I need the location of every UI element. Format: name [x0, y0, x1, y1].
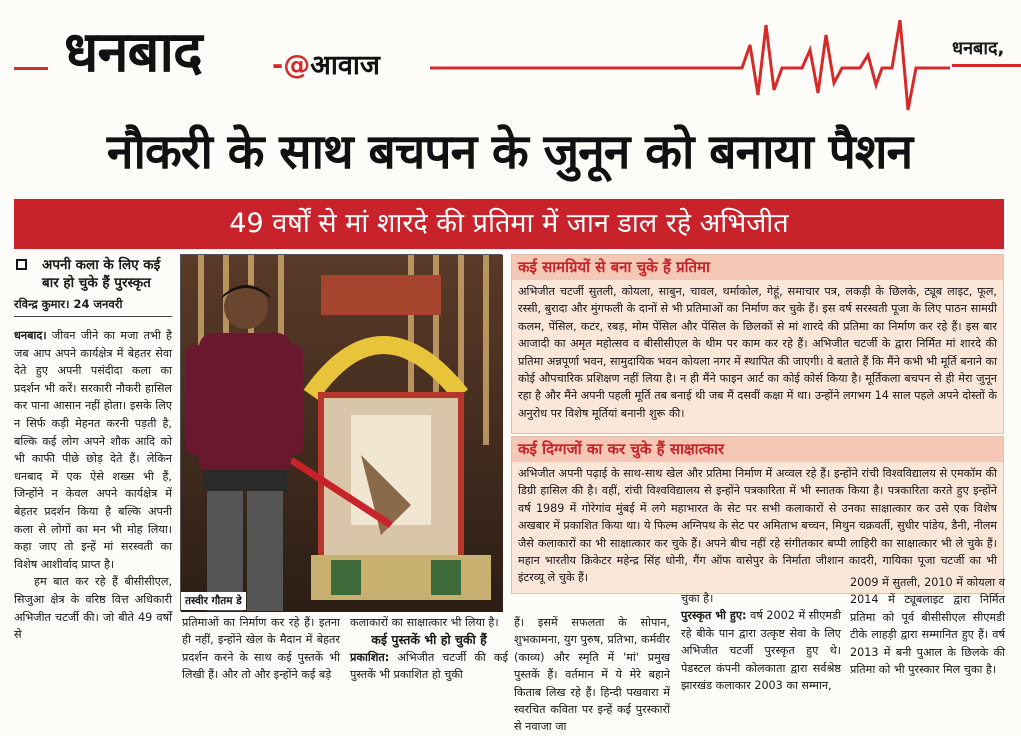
column-4: हैं। इसमें सफलता के सोपान, शुभकामना, युग पुरुष, प्रतिभा, कर्मवीर (काव्य) और स्मृति में 'मां' प्रमुख पुस्तकें हैं। वर्तमान में ये मेरे बहाने किताब लिख रहे हैं। हिन्दी पखवारा में स्वरचित कविता पर इन्हें कई पुरस्कारों से नवाजा जा — [514, 616, 670, 734]
column-5-text-a: चुका है। — [681, 592, 714, 605]
column-3-lead: प्रकाशित: — [350, 650, 390, 664]
kicker-text: अपनी कला के लिए कई बार हो चुके हैं पुरस्कृत — [42, 257, 161, 291]
paragraph-2: हम बात कर रहे हैं बीसीसीएल, सिजुआ क्षेत्र के वरिष्ठ वित्त अधिकारी अभिजीत चटर्जी की। जो बीते 49 वर्षों से — [14, 575, 172, 642]
column-2: प्रतिमाओं का निर्माण कर रहे हैं। इतना ही नहीं, इन्होंने खेल के मैदान में बेहतर प्रदर्शन करने के साथ कई पुस्तकें भी लिखी हैं। और तो और इन्होंने कई बड़े — [182, 616, 340, 682]
kicker — [14, 256, 172, 292]
column-3 — [350, 614, 508, 709]
paragraph-1: जीवन जीने का मजा तभी है जब आप अपने कार्यक्षेत्र में बेहतर सेवा देते हुए अपनी पसंदीदा कला का प्रदर्शन भी करें। सरकारी नौकरी हासिल कर पाना आसान नहीं होता। इसके लिए न सिर्फ कड़ी मेहनत करनी पड़ती है, बल्कि कई लोग अपने शौक आदि को भी काफी पीछे छोड़ देते हैं। लेकिन धनबाद में एक ऐसे शख्स भी हैं, जिन्होंने न केवल अपने कार्यक्षेत्र में बेहतर प्रदर्शन किया है बल्कि अपनी कला से लोगों का मन भी मोह लिया। कहा जाए तो इन्हें मां सरस्वती का विशेष आशीर्वाद प्राप्त है। — [14, 329, 172, 571]
photo-credit: तस्वीर गौतम डे — [181, 592, 246, 610]
info-box-materials-body: अभिजीत चटर्जी सुतली, कोयला, साबुन, चावल, थर्माकोल, गेहूं, समाचार पत्र, लकड़ी के छिलके, ट्यूब लाइट, फूल, रस्सी, बुरादा और मुंगफली के दानों से भी प्रतिमाओं का निर्माण कर चुके हैं। इस वर्ष सरस्वती पूजा के लिए पाठन सामग्री कलम, पेंसिल, कटर, रबड़, मोम पेंसिल और पेंसिल के छिलकों से मां शारदे की प्रतिमा का निर्माण कर रहे हैं। इस बार आजादी का अमृत महोत्सव व बीसीसीएल के थीम पर काम कर रहे हैं। अभिजीत चटर्जी के द्वारा निर्मित मां शारदे की प्रतिमा अन्नपूर्णा भवन, सामुदायिक भवन कोयला नगर में स्थापित की जाएगी। वे बताते हैं कि मैंने कभी भी मूर्ति बनाने का कोई औपचारिक प्रशिक्षण नहीं लिया है। न ही मैंने फाइन आर्ट का कोई कोर्स किया है। मूर्तिकला बचपन से ही मेरा जुनून रहा है और मैंने अपनी पहली मूर्ति तब बनाई थी जब मैं दसवीं कक्षा में था। उन्होंने लगभग 14 साल पहले अपने दोस्तों के अनुरोध पर विशेष मूर्तियां बनानी शुरू की। — [518, 285, 997, 420]
column-6: 2009 में सुतली, 2010 में कोयला व 2014 में ट्यूबलाइट द्वारा निर्मित प्रतिमा को पूर्व बीसीसीएल सीएमडी टीके लाहड़ी द्वारा सम्मानित हुए हैं। वर्ष 2013 में बनी पुआल के छिलके की प्रतिमा को भी पुरस्कार मिल चुका है। — [850, 576, 1005, 677]
info-box-materials-title: कई सामग्रियों से बना चुके हैं प्रतिमा — [512, 255, 1003, 280]
masthead-dash — [14, 67, 48, 70]
city-title: धनबाद — [64, 20, 202, 85]
sub-headline: 49 वर्षों से मां शारदे की प्रतिमा में जान डाल रहे अभिजीत — [14, 199, 1004, 249]
sidebar-column — [14, 256, 172, 706]
info-box-interviews-body: अभिजीत अपनी पढ़ाई के साथ-साथ खेल और प्रतिमा निर्माण में अव्वल रहे हैं। इन्होंने रांची विश्वविद्यालय से एमकॉम की डिग्री हासिल की है। वहीं, रांची विश्वविद्यालय से इन्होंने पत्रकारिता में भी स्नातक किया है। पत्रकारिता करते हुए इन्होंने वर्ष 1989 में गोरेगांव मुंबई में लगे महाभारत के सेट पर सभी कलाकारों से उनका साक्षात्कार कर उसे एक विशेष अखबार में प्रकाशित किया था। ये फिल्म अग्निपथ के सेट पर अमिताभ बच्चन, मिथुन चक्रवर्ती, सुधीर पांडेय, डैनी, नीलम जैसे कलाकारों का भी साक्षात्कार कर चुके हैं। अपने बीच नहीं रहे संगीतकार बप्पी लाहिरी का साक्षात्कार भी ले चुके हैं। महान भारतीय क्रिकेटर महेन्द्र सिंह धोनी, गैंग ऑफ वासेपुर के निर्माता जीशान कादरी, गायिका पूजा चटर्जी का भी इंटरव्यू ले चुके हैं। — [518, 467, 997, 585]
checkbox-bullet-icon — [16, 259, 27, 270]
brand-name — [272, 48, 380, 84]
column-5-subhead: पुरस्कृत भी हुए: — [681, 609, 747, 623]
column-5-text-b: वर्ष 2002 में सीएमडी रहे बीके पान द्वारा उत्कृष्ट सेवा के लिए अभिजीत चटर्जी पुरस्कृत हुए थे। पेडस्टल कंपनी कोलकाता द्वारा सर्वश्रेष्ठ झारखंड कलाकार 2003 का सम्मान, — [681, 609, 841, 693]
info-box-interviews — [511, 436, 1004, 594]
article-body — [14, 327, 172, 644]
heartbeat-line — [430, 15, 950, 115]
edition-tag: धनबाद, — [952, 38, 1005, 59]
info-box-interviews-title: कई दिग्गजों का कर चुके हैं साक्षात्कार — [512, 437, 1003, 462]
dateline: धनबाद। — [14, 329, 47, 342]
byline: रविन्द्र कुमार। 24 जनवरी — [14, 297, 172, 317]
column-3-subhead: कई पुस्तकें भी हो चुकी हैं — [371, 632, 487, 648]
info-box-materials — [511, 254, 1004, 434]
article-photo — [180, 254, 502, 611]
column-3-text-a: कलाकारों का साक्षात्कार भी लिया है। — [350, 616, 499, 629]
column-5 — [681, 590, 841, 709]
brand-prefix: - — [272, 50, 284, 81]
photo-illustration — [181, 255, 503, 612]
edition-line — [952, 64, 1021, 67]
brand-word: आवाज — [310, 50, 380, 81]
column-3-text-b: अभिजीत चटर्जी की कई पुस्तकें भी प्रकाशित हो चुकी — [350, 650, 508, 682]
brand-at: @ — [283, 50, 311, 81]
headline: नौकरी के साथ बचपन के जुनून को बनाया पैशन — [106, 124, 913, 180]
